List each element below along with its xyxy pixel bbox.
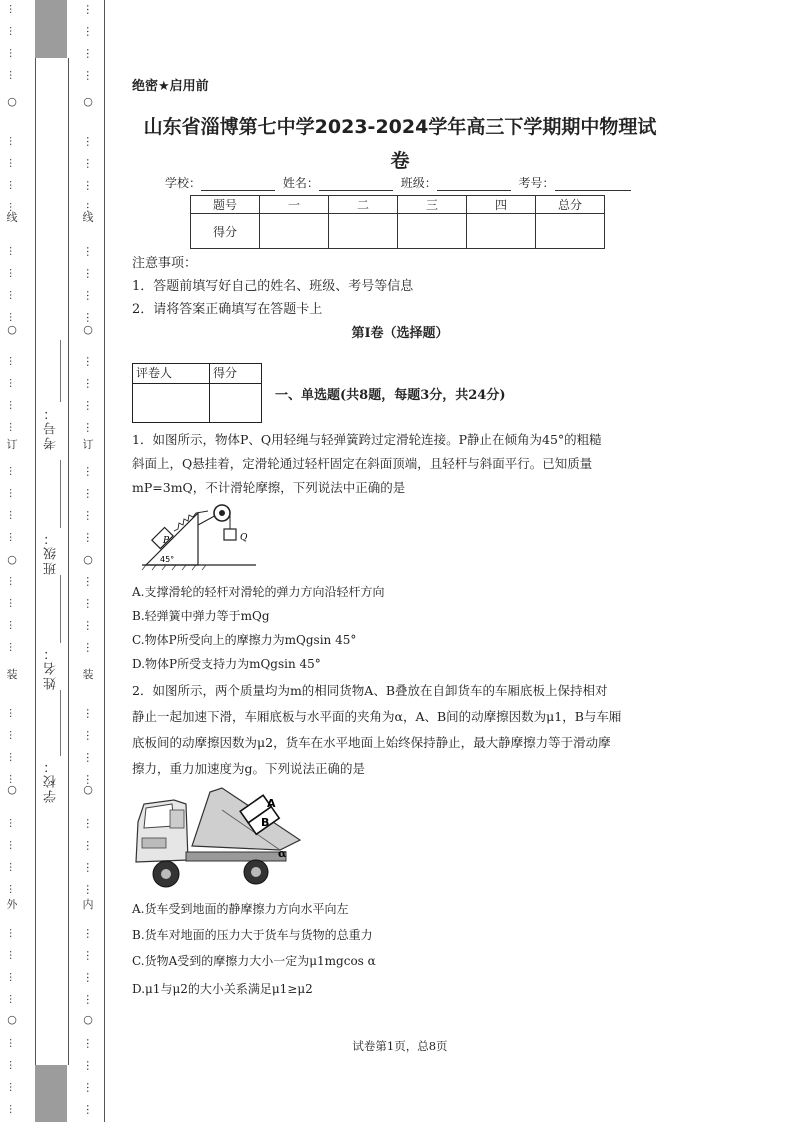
score-header-cell: 总分	[536, 196, 605, 214]
binding-strip-inner	[80, 0, 96, 1122]
option-c[interactable]: C.货物A受到的摩擦力大小一定为μ1mgcos α	[132, 954, 376, 968]
binding-dots: …	[7, 774, 18, 784]
score-cell[interactable]	[467, 214, 536, 249]
binding-dots: …	[84, 26, 97, 37]
name-label: 姓名：	[282, 176, 319, 190]
binding-char: 线	[6, 211, 18, 224]
binding-circle: ○	[83, 783, 93, 796]
exam-title	[120, 110, 680, 178]
binding-dots: …	[84, 972, 97, 983]
label-p: P	[163, 536, 170, 546]
binding-dots: …	[7, 862, 18, 872]
binding-dots: …	[7, 378, 18, 388]
side-label-school: 学校：	[44, 758, 59, 803]
truck-chassis	[186, 852, 286, 861]
binding-dots: …	[7, 730, 18, 740]
binding-dots: …	[84, 840, 97, 851]
binding-char: 线	[82, 211, 94, 224]
binding-dots: …	[84, 378, 97, 389]
class-label: 班级：	[400, 176, 437, 190]
option-c[interactable]: C.物体P所受向上的摩擦力为mQgsin 45°	[132, 633, 357, 647]
binding-dots: …	[7, 576, 18, 586]
binding-dots: …	[7, 1082, 18, 1092]
label-a: A	[267, 797, 276, 810]
binding-dots: …	[7, 818, 18, 828]
class-field[interactable]	[437, 178, 511, 191]
side-underline	[60, 460, 61, 528]
binding-circle: ○	[7, 95, 17, 108]
grader-label: 评卷人	[133, 364, 210, 384]
binding-dots: …	[84, 4, 97, 15]
question-1-line: mP=3mQ，不计滑轮摩擦，下列说法中正确的是	[132, 480, 406, 495]
binding-dots: …	[7, 620, 18, 630]
truck-windshield	[144, 804, 174, 828]
score-cell[interactable]	[536, 214, 605, 249]
binding-dots: …	[7, 532, 18, 542]
binding-dots: …	[7, 4, 18, 14]
student-info-row	[165, 174, 635, 191]
binding-dots: …	[84, 1082, 97, 1093]
binding-dots: …	[84, 312, 97, 323]
binding-dots: …	[7, 466, 18, 476]
binding-dots: …	[7, 246, 18, 256]
option-a[interactable]: A.货车受到地面的静摩擦力方向水平向左	[132, 902, 349, 916]
binding-dots: …	[84, 70, 97, 81]
binding-dots: …	[84, 158, 97, 169]
question-1-options	[132, 580, 384, 676]
binding-dots: …	[84, 708, 97, 719]
question-1-line: 1．如图所示，物体P、Q用轻绳与轻弹簧跨过定滑轮连接。P静止在倾角为45°的粗糙	[132, 432, 602, 447]
ground-hatch	[142, 565, 206, 570]
score-header-cell: 题号	[191, 196, 260, 214]
page-footer: 试卷第1页，总8页	[352, 1039, 448, 1053]
option-b[interactable]: B.轻弹簧中弹力等于mQg	[132, 609, 270, 623]
label-b: B	[261, 816, 270, 829]
label-angle: 45°	[160, 555, 175, 564]
binding-dots: …	[84, 818, 97, 829]
option-d[interactable]: D.物体P所受支持力为mQgsin 45°	[132, 657, 321, 671]
question-2-line: 底板间的动摩擦因数为μ2，货车在水平地面上始终保持静止，最大静摩擦力等于滑动摩	[132, 735, 611, 750]
score-header-cell: 二	[329, 196, 398, 214]
binding-dots: …	[7, 26, 18, 36]
binding-dots: …	[7, 708, 18, 718]
binding-dots: …	[84, 246, 97, 257]
label-alpha: α	[278, 847, 287, 860]
notes-title: 注意事项：	[132, 256, 198, 271]
binding-dots: …	[84, 620, 97, 631]
binding-dots: …	[7, 510, 18, 520]
binding-dots: …	[7, 268, 18, 278]
binding-dots: …	[7, 928, 18, 938]
binding-dots: …	[7, 1060, 18, 1070]
binding-dots: …	[84, 356, 97, 367]
school-field[interactable]	[201, 178, 275, 191]
binding-dots: …	[84, 422, 97, 433]
block-q	[224, 529, 236, 540]
binding-dots: …	[7, 400, 18, 410]
binding-dots: …	[84, 48, 97, 59]
binding-circle: ○	[7, 323, 17, 336]
binding-dots: …	[84, 730, 97, 741]
binding-dots: …	[7, 180, 18, 190]
binding-dots: …	[84, 642, 97, 653]
binding-dots: …	[7, 48, 18, 58]
binding-dots: …	[84, 752, 97, 763]
binding-circle: ○	[83, 95, 93, 108]
question-2-line: 2．如图所示，两个质量均为m的相同货物A、B叠放在自卸货车的车厢底板上保持相对	[132, 683, 608, 698]
binding-gray-band-top	[35, 0, 67, 58]
binding-dots: …	[7, 422, 18, 432]
side-underline	[60, 340, 61, 402]
side-underline	[60, 690, 61, 756]
confidential-mark: 绝密★启用前	[132, 79, 209, 94]
question-1-figure	[138, 503, 258, 573]
binding-dots: …	[84, 488, 97, 499]
binding-dots: …	[7, 290, 18, 300]
front-hub	[161, 869, 171, 879]
side-label-name: 姓名：	[44, 645, 59, 690]
binding-dots: …	[7, 994, 18, 1004]
option-b[interactable]: B.货车对地面的压力大于货车与货物的总重力	[132, 928, 373, 942]
binding-char: 订	[6, 438, 18, 451]
notes	[132, 252, 413, 321]
binding-dots: …	[7, 972, 18, 982]
notes-item: 2．请将答案正确填写在答题卡上	[132, 302, 323, 317]
question-1-stem	[132, 428, 662, 500]
side-label-exam-no: 考号：	[44, 405, 59, 450]
spring	[174, 511, 208, 531]
binding-dots: …	[7, 488, 18, 498]
binding-circle: ○	[83, 553, 93, 566]
binding-gray-band-bottom	[35, 1065, 67, 1122]
question-2-stem	[132, 678, 667, 782]
side-underline	[60, 575, 61, 643]
score-cell[interactable]	[398, 214, 467, 249]
option-d[interactable]: D.μ1与μ2的大小关系满足μ1≥μ2	[132, 982, 313, 996]
binding-char: 内	[82, 898, 94, 911]
grader-score-label: 得分	[210, 364, 262, 384]
score-header-cell: 三	[398, 196, 467, 214]
notes-item: 1．答题前填写好自己的姓名、班级、考号等信息	[132, 279, 414, 294]
binding-dots: …	[7, 158, 18, 168]
binding-dots: …	[84, 950, 97, 961]
binding-dots: …	[84, 1038, 97, 1049]
binding-dots: …	[84, 774, 97, 785]
binding-circle: ○	[7, 783, 17, 796]
binding-circle: ○	[7, 1013, 17, 1026]
binding-dots: …	[84, 290, 97, 301]
question-2-line: 擦力，重力加速度为g。下列说法正确的是	[132, 761, 366, 776]
binding-dots: …	[84, 136, 97, 147]
binding-dots: …	[84, 400, 97, 411]
grader-score-cell[interactable]	[210, 384, 262, 423]
binding-dots: …	[84, 884, 97, 895]
binding-dots: …	[84, 202, 97, 213]
binding-dots: …	[84, 466, 97, 477]
binding-dots: …	[84, 994, 97, 1005]
exam-no-field[interactable]	[555, 178, 631, 191]
grader-cell[interactable]	[133, 384, 210, 423]
binding-char: 订	[82, 438, 94, 451]
side-label-class: 班级：	[44, 530, 59, 575]
score-header-cell: 一	[260, 196, 329, 214]
binding-dots: …	[7, 884, 18, 894]
binding-circle: ○	[83, 1013, 93, 1026]
binding-margin-line	[104, 0, 105, 1122]
question-2-figure	[130, 782, 305, 897]
score-header-cell: 四	[467, 196, 536, 214]
question-1-line: 斜面上，Q悬挂着，定滑轮通过轻杆固定在斜面顶端，且轻杆与斜面平行。已知质量	[132, 456, 593, 471]
binding-dots: …	[7, 1104, 18, 1114]
score-cell[interactable]	[329, 214, 398, 249]
binding-dots: …	[84, 1060, 97, 1071]
binding-circle: ○	[83, 323, 93, 336]
volume-title: 第I卷（选择题）	[351, 326, 449, 341]
question-2-options	[132, 897, 376, 1001]
binding-dots: …	[84, 928, 97, 939]
binding-dots: …	[84, 576, 97, 587]
truck-grille	[142, 838, 166, 848]
binding-dots: …	[7, 642, 18, 652]
exam-no-label: 考号：	[518, 176, 555, 190]
question-2-line: 静止一起加速下滑，车厢底板与水平面的夹角为α，A、B间的动摩擦因数为μ1，B与车厢	[132, 709, 622, 724]
binding-dots: …	[7, 312, 18, 322]
binding-dots: …	[84, 268, 97, 279]
binding-char: 外	[6, 898, 18, 911]
binding-char: 装	[6, 668, 18, 681]
option-a[interactable]: A.支撑滑轮的轻杆对滑轮的弹力方向沿轻杆方向	[132, 585, 385, 599]
school-label: 学校：	[165, 176, 202, 190]
rear-hub	[251, 867, 261, 877]
binding-dots: …	[7, 598, 18, 608]
binding-dots: …	[7, 356, 18, 366]
binding-dots: …	[84, 862, 97, 873]
score-cell[interactable]	[260, 214, 329, 249]
binding-dots: …	[7, 840, 18, 850]
binding-dots: …	[7, 1038, 18, 1048]
score-row-label: 得分	[191, 214, 260, 249]
pulley-axle	[219, 510, 225, 516]
exam-title-line1: 山东省淄博第七中学2023-2024学年高三下学期期中物理试	[143, 116, 657, 138]
binding-char: 装	[82, 668, 94, 681]
truck-side-window	[170, 810, 184, 828]
binding-circle: ○	[7, 553, 17, 566]
section-heading: 一、单选题(共8题，每题3分，共24分)	[275, 388, 506, 403]
binding-dots: …	[7, 136, 18, 146]
binding-dots: …	[84, 598, 97, 609]
binding-strip-outer	[6, 0, 16, 1122]
exam-title-line2: 卷	[390, 150, 410, 172]
grader-table	[132, 363, 262, 423]
binding-dots: …	[84, 1104, 97, 1115]
label-q: Q	[240, 533, 248, 543]
binding-dots: …	[7, 950, 18, 960]
score-table	[190, 195, 605, 249]
binding-dots: …	[7, 70, 18, 80]
binding-dots: …	[84, 510, 97, 521]
binding-dots: …	[84, 532, 97, 543]
binding-dots: …	[84, 180, 97, 191]
binding-dots: …	[7, 752, 18, 762]
binding-dots: …	[7, 202, 18, 212]
name-field[interactable]	[319, 178, 393, 191]
